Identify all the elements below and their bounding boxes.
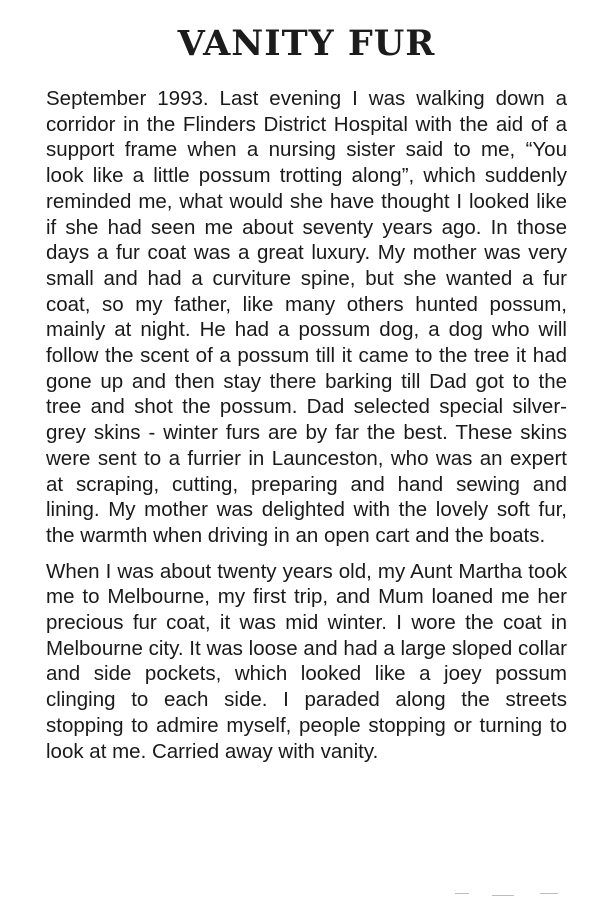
page-title: VANITY FUR [177, 23, 436, 64]
scan-speck [455, 893, 469, 894]
paragraph-2: When I was about twenty years old, my Aunt Martha took me to Melbourne, my first trip, and Mum loaned me her precious fur coat, it was mid winter. I wore the coat in Melbourne city. It was loose and had a large sloped collar and side pockets, which looked like a joey possum clinging to each side. I paraded along the streets stopping to admire myself, people stopping or turning to look at me. Carried away with vanity. [46, 559, 567, 763]
scan-speck [540, 893, 558, 894]
paragraph-1: September 1993. Last evening I was walking down a corridor in the Flinders District Hospital with the aid of a support frame when a nursing sister said to me, “You look like a little possum trotting along”, which suddenly reminded me, what would she have thought I looked like if she had seen me about seventy years ago. In those days a fur coat was a great luxury. My mother was very small and had a curviture spine, but she wanted a fur coat, so my father, like many others hunted possum, mainly at night. He had a possum dog, a dog who will follow the scent of a possum till it came to the tree it had gone up and then stay there barking till Dad got to the tree and shot the possum. Dad selected special silver-grey skins - winter furs are by far the best. These skins were sent to a furrier in Launceston, who was an expert at scraping, cutting, preparing and hand sewing and lining. My mother was delighted with the lovely soft fur, the warmth when driving in an open cart and the boats. [46, 87, 567, 547]
scan-speck [492, 895, 514, 896]
